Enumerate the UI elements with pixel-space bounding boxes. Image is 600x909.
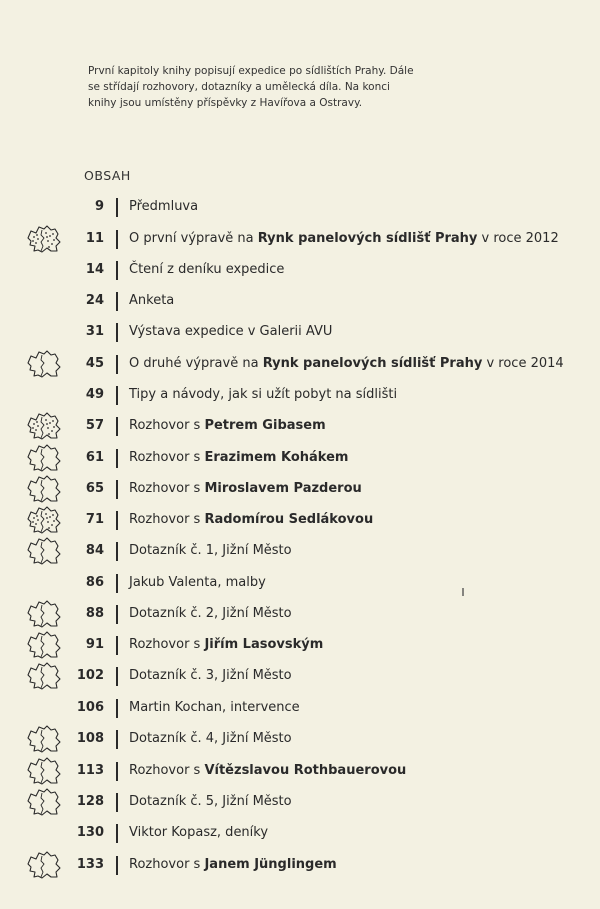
entry-title-text: Čtení z deníku expedice [129,262,285,277]
entry-title [129,731,292,746]
prague-map-outline-icon [22,630,64,662]
page-number: 31 [85,324,104,339]
separator-bar [116,292,118,311]
entry-title-text: Předmluva [129,199,199,214]
toc-entry [0,760,600,784]
entry-title [129,512,373,527]
prague-map-dotted-icon [22,224,64,256]
entry-title-bold: Janem Jünglingem [204,857,337,872]
entry-title-text: Rozhovor s [129,637,205,652]
entry-title-text: Martin Kochan, intervence [129,700,300,715]
page-number: 57 [85,418,104,433]
page-number: 106 [76,700,104,715]
prague-map-outline-icon [22,536,64,568]
entry-title-text: Rozhovor s [129,481,205,496]
prague-map-outline-icon [22,661,64,693]
entry-title-bold: Petrem Gibasem [204,418,326,433]
toc-entry [0,572,600,596]
entry-title-text: Rozhovor s [129,418,205,433]
separator-bar [116,449,118,468]
page-number: 113 [76,763,104,778]
entry-title [129,481,362,496]
entry-title [129,763,406,778]
entry-title [129,356,564,371]
entry-title [129,857,337,872]
prague-map-outline-icon [22,349,64,381]
separator-bar [116,480,118,499]
page-number: 71 [85,512,104,527]
paper-mark [462,588,464,596]
entry-title-text: Tipy a návody, jak si užít pobyt na sídlišti [129,387,398,402]
entry-title [129,199,198,214]
prague-map-dotted-icon [22,505,64,537]
prague-map-outline-icon [22,599,64,631]
page-number: 49 [85,387,104,402]
entry-title [129,825,268,840]
toc-entry [0,854,600,878]
entry-title-text: Anketa [129,293,175,308]
entry-title-bold: Rynk panelových sídlišť Prahy [257,231,478,246]
entry-title-text: Rozhovor s [129,763,205,778]
toc-entry [0,634,600,658]
toc-entry [0,384,600,408]
page-number: 14 [85,262,104,277]
toc-entry [0,665,600,689]
toc-entry [0,728,600,752]
prague-map-outline-icon [22,474,64,506]
prague-map-outline-icon [22,850,64,882]
separator-bar [116,417,118,436]
entry-title [129,606,292,621]
separator-bar [116,386,118,405]
toc-heading: OBSAH [84,168,131,183]
entry-title-text: Rozhovor s [129,450,205,465]
page-number: 61 [85,450,104,465]
toc-entry [0,509,600,533]
entry-title-text: Jakub Valenta, malby [129,575,266,590]
entry-title [129,575,266,590]
toc-entry [0,290,600,314]
entry-title-suffix: v roce 2012 [477,231,559,246]
entry-title [129,450,348,465]
toc-entry [0,228,600,252]
toc-entry [0,697,600,721]
entry-title-text: Rozhovor s [129,512,205,527]
entry-title-bold: Rynk panelových sídlišť Prahy [262,356,483,371]
separator-bar [116,730,118,749]
separator-bar [116,574,118,593]
prague-map-dotted-icon [22,411,64,443]
separator-bar [116,824,118,843]
separator-bar [116,542,118,561]
page-number: 91 [85,637,104,652]
entry-title-text: Výstava expedice v Galerii AVU [129,324,333,339]
entry-title [129,262,284,277]
entry-title [129,231,559,246]
page-number: 65 [85,481,104,496]
entry-title [129,794,292,809]
toc-entry [0,259,600,283]
page-number: 133 [76,857,104,872]
entry-title-text: Dotazník č. 3, Jižní Město [129,668,292,683]
toc-entry [0,447,600,471]
separator-bar [116,856,118,875]
entry-title-text: Dotazník č. 4, Jižní Město [129,731,292,746]
separator-bar [116,230,118,249]
page-number: 45 [85,356,104,371]
toc-entry [0,353,600,377]
entry-title-bold: Radomírou Sedlákovou [204,512,374,527]
prague-map-outline-icon [22,787,64,819]
entry-title-text: Dotazník č. 1, Jižní Město [129,543,292,558]
separator-bar [116,511,118,530]
entry-title-text: Viktor Kopasz, deníky [129,825,269,840]
separator-bar [116,762,118,781]
separator-bar [116,198,118,217]
prague-map-outline-icon [22,724,64,756]
page-number: 9 [94,199,104,214]
toc-entry [0,415,600,439]
entry-title-text: O druhé výpravě na [129,356,263,371]
separator-bar [116,636,118,655]
page-number: 11 [85,231,104,246]
entry-title [129,668,292,683]
toc-entry [0,822,600,846]
page-number: 84 [85,543,104,558]
separator-bar [116,793,118,812]
toc-entry [0,478,600,502]
page-number: 86 [85,575,104,590]
toc-entry [0,321,600,345]
prague-map-outline-icon [22,443,64,475]
intro-text: První kapitoly knihy popisují expedice po sídlištích Prahy. Dále se střídají rozhovory, dotazníky a umělecká díla. Na konci knihy jsou umístěny příspěvky z Havířova a Ostravy. [88,65,414,109]
page-number: 102 [76,668,104,683]
entry-title-text: Dotazník č. 2, Jižní Město [129,606,292,621]
separator-bar [116,605,118,624]
entry-title-suffix: v roce 2014 [482,356,564,371]
entry-title [129,700,300,715]
page-number: 128 [76,794,104,809]
entry-title-bold: Vítězslavou Rothbauerovou [204,763,407,778]
entry-title-text: O první výpravě na [129,231,258,246]
entry-title-bold: Erazimem Kohákem [204,450,349,465]
entry-title-bold: Jiřím Lasovským [204,637,324,652]
separator-bar [116,355,118,374]
prague-map-outline-icon [22,756,64,788]
entry-title-bold: Miroslavem Pazderou [204,481,362,496]
entry-title [129,293,174,308]
page-number: 108 [76,731,104,746]
page-number: 24 [85,293,104,308]
page-number: 130 [76,825,104,840]
entry-title [129,387,397,402]
toc-entry [0,791,600,815]
toc-entry [0,196,600,220]
entry-title [129,418,326,433]
separator-bar [116,667,118,686]
separator-bar [116,323,118,342]
separator-bar [116,261,118,280]
entry-title-text: Dotazník č. 5, Jižní Město [129,794,292,809]
separator-bar [116,699,118,718]
toc-entry [0,540,600,564]
page-number: 88 [85,606,104,621]
entry-title [129,637,323,652]
entry-title [129,543,292,558]
entry-title [129,324,332,339]
entry-title-text: Rozhovor s [129,857,205,872]
toc-entry [0,603,600,627]
